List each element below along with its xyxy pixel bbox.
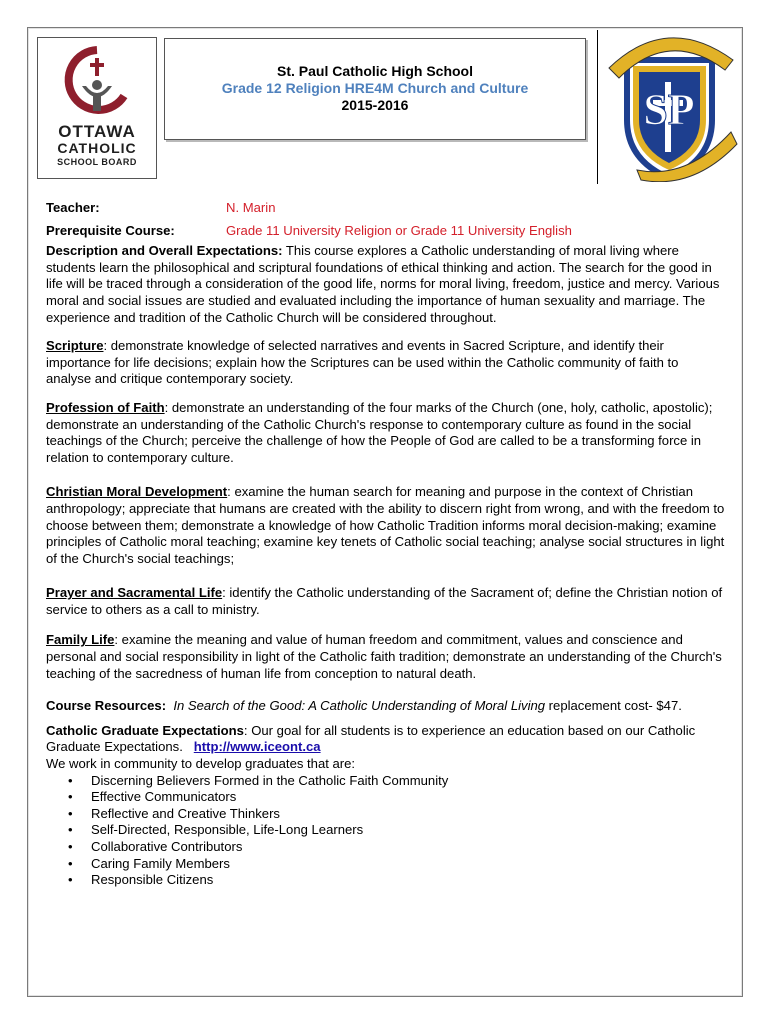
ocsb-logo bbox=[37, 37, 157, 179]
ocsb-line3: SCHOOL BOARD bbox=[57, 157, 137, 167]
prereq-row bbox=[46, 223, 726, 240]
description-paragraph bbox=[46, 243, 726, 326]
section-scripture bbox=[46, 338, 726, 388]
crest-letters: SP bbox=[643, 85, 695, 134]
description-text: This course explores a Catholic understanding of moral living where students learn the philosophical and scriptural foundations of ethical thinking and action. The search for the good in life will be traced through a consideration of the good life, norms for moral living, freedom, justice and mercy. Various moral and social issues are studied and evaluated including the importance of human sexuality and marriage. The experience and tradition of the Catholic Church will be considered throughout. bbox=[46, 243, 720, 325]
graduate-expectations bbox=[46, 723, 726, 889]
graduate-text: : Our goal for all students is to experience an education based on our Catholic Graduate Expectations. bbox=[46, 722, 696, 755]
prereq-value: Grade 11 University Religion or Grade 11 University English bbox=[226, 222, 572, 238]
graduate-list bbox=[46, 773, 726, 889]
section-title: Christian Moral Development bbox=[46, 484, 228, 500]
section-text: : identify the Catholic understanding of the Sacrament of; define the Christian notion of service to others as a call to ministry. bbox=[46, 585, 723, 617]
list-item: • Discerning Believers Formed in the Catholic Faith Community bbox=[68, 773, 726, 790]
resources-book: In Search of the Good: A Catholic Understanding of Moral Living bbox=[173, 698, 546, 714]
ocsb-line1: OTTAWA bbox=[58, 122, 136, 141]
iceont-link[interactable]: http://www.iceont.ca bbox=[193, 739, 321, 755]
list-item: • Responsible Citizens bbox=[68, 872, 726, 889]
title-box bbox=[164, 38, 586, 140]
section-title: Profession of Faith bbox=[46, 399, 165, 415]
list-item: • Effective Communicators bbox=[68, 789, 726, 806]
list-item: • Reflective and Creative Thinkers bbox=[68, 806, 726, 823]
course-title: Grade 12 Religion HRE4M Church and Culture bbox=[221, 80, 529, 96]
ocsb-emblem-icon bbox=[38, 38, 156, 128]
section-text: : demonstrate an understanding of the four marks of the Church (one, holy, catholic, apostolic); demonstrate an understanding of the Catholic Church's response to contemporary culture as found in the social teachings of the Church; perceive the challenge of how the People of God are called to be a transforming force in relation to contemporary culture. bbox=[46, 399, 713, 465]
teacher-value: N. Marin bbox=[226, 200, 276, 215]
list-item: • Collaborative Contributors bbox=[68, 839, 726, 856]
resources-cost: replacement cost- $47. bbox=[545, 698, 682, 714]
school-year: 2015-2016 bbox=[341, 97, 409, 113]
section-profession-of-faith bbox=[46, 400, 726, 466]
section-family-life bbox=[46, 632, 726, 682]
graduate-intro: We work in community to develop graduates that are: bbox=[46, 756, 356, 772]
section-title: Scripture bbox=[46, 338, 104, 354]
section-title: Family Life bbox=[46, 632, 115, 648]
section-text: : examine the human search for meaning and purpose in the context of Christian anthropology; appreciate that humans are created with the ability to discern right from wrong, and with the freedom to choose between them; demonstrate a knowledge of how Catholic Tradition informs moral decision-making; examine principles of Catholic moral teaching; examine key tenets of Catholic social teaching; analyse social structures in light of the Church's social teachings; bbox=[46, 484, 725, 566]
school-name: St. Paul Catholic High School bbox=[276, 63, 473, 79]
section-prayer-sacramental-life bbox=[46, 585, 726, 618]
school-crest bbox=[597, 20, 740, 182]
list-item: • Self-Directed, Responsible, Life-Long Learners bbox=[68, 822, 726, 839]
teacher-label: Teacher: bbox=[46, 200, 100, 215]
ocsb-line2: CATHOLIC bbox=[57, 140, 137, 156]
crest-shield-icon bbox=[597, 20, 740, 182]
section-christian-moral-development bbox=[46, 484, 726, 567]
course-resources bbox=[46, 698, 726, 715]
description-label: Description and Overall Expectations: bbox=[46, 243, 283, 259]
prereq-label: Prerequisite Course: bbox=[46, 222, 175, 238]
graduate-label: Catholic Graduate Expectations bbox=[46, 722, 244, 738]
list-item: • Caring Family Members bbox=[68, 856, 726, 873]
section-text: : examine the meaning and value of human freedom and commitment, values and conscience and personal and social responsibility in light of the Catholic faith tradition; demonstrate an understanding of the Church's teaching of the sacredness of human life from conception to natural death. bbox=[46, 632, 722, 681]
section-text: : demonstrate knowledge of selected narratives and events in Sacred Scripture, and identify their importance for life decisions; explain how the Scriptures can be used within the Catholic community of faith to analyse and critique contemporary society. bbox=[46, 338, 679, 387]
document-body bbox=[46, 200, 726, 889]
section-title: Prayer and Sacramental Life bbox=[46, 585, 223, 601]
teacher-row bbox=[46, 200, 726, 217]
resources-label: Course Resources: bbox=[46, 698, 167, 714]
